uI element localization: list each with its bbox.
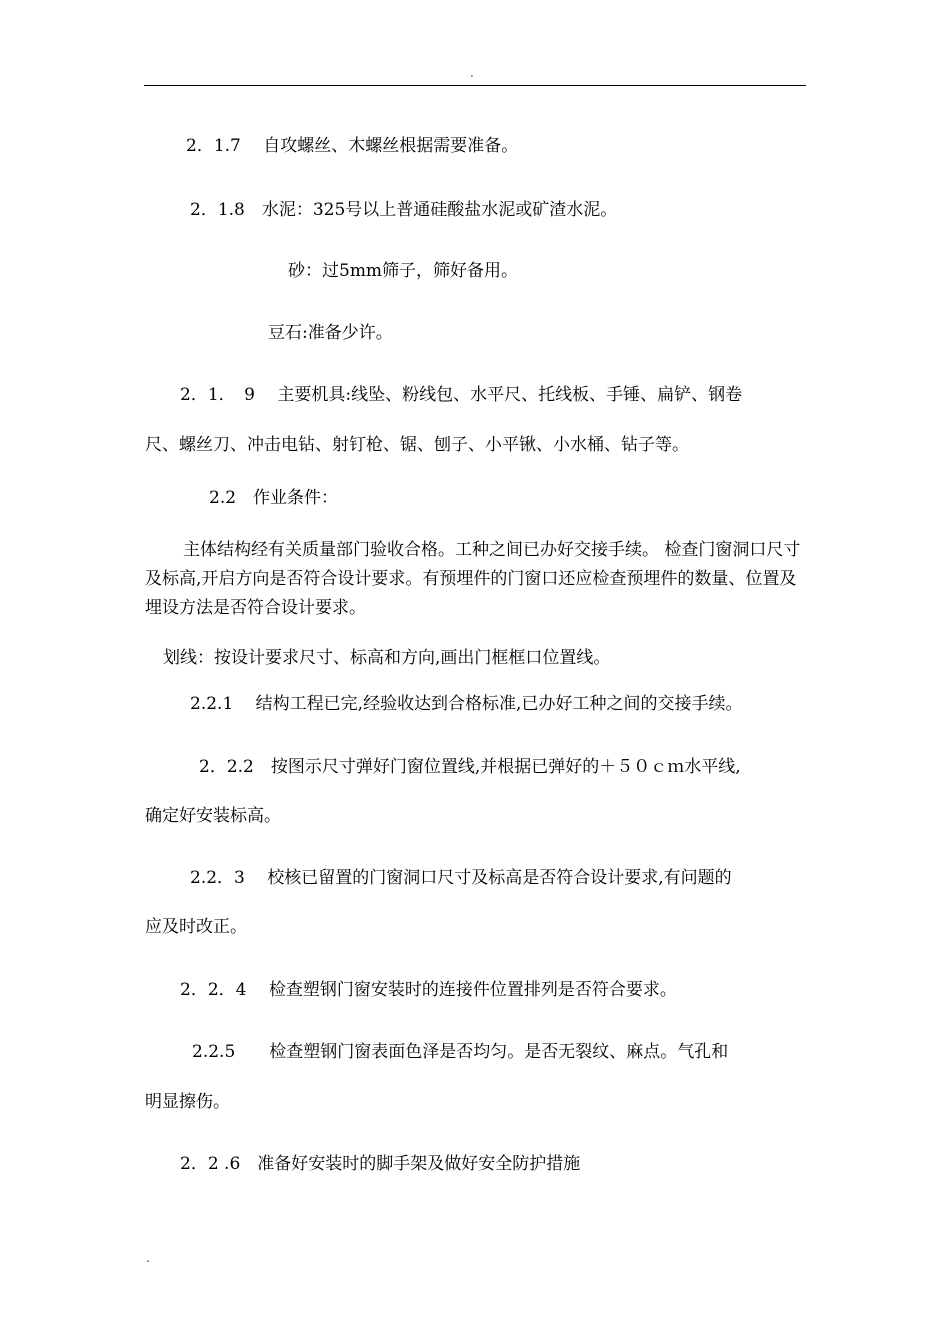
work-conditions-paragraph: 主体结构经有关质量部门验收合格。工种之间已办好交接手续。 检查门窗洞口尺寸及标高,开启方向是否符合设计要求。有预埋件的门窗口还应检查预埋件的数量、位置及埋设方法是否符合设计要求。 <box>145 540 801 618</box>
item-marking: 划线：按设计要求尺寸、标高和方向,画出门框框口位置线。 <box>163 648 611 668</box>
item-2-2-6: 2．2 .6 准备好安装时的脚手架及做好安全防护措施 <box>180 1154 581 1174</box>
header-mark: . <box>470 66 474 80</box>
item-2-1-9-line1: 2．1． 9 主要机具:线坠、粉线包、水平尺、托线板、手锤、扁铲、钢卷 <box>180 385 743 405</box>
section-2-2-heading: 2.2 作业条件： <box>209 488 339 508</box>
item-2-1-8: 2．1.8 水泥：325号以上普通硅酸盐水泥或矿渣水泥。 <box>190 200 618 220</box>
header-rule <box>144 85 806 86</box>
item-2-2-4: 2．2．4 检查塑钢门窗安装时的连接件位置排列是否符合要求。 <box>180 980 677 1000</box>
item-2-1-7: 2．1.7 自攻螺丝、木螺丝根据需要准备。 <box>186 136 519 156</box>
item-2-2-1: 2.2.1 结构工程已完,经验收达到合格标准,已办好工种之间的交接手续。 <box>190 694 743 714</box>
item-2-2-2-line1: 2．2.2 按图示尺寸弹好门窗位置线,并根据已弹好的＋５０ｃｍ水平线, <box>199 757 741 777</box>
item-2-2-2-line2: 确定好安装标高。 <box>145 806 281 826</box>
item-2-2-5-line1: 2.2.5 检查塑钢门窗表面色泽是否均匀。是否无裂纹、麻点。气孔和 <box>192 1042 729 1062</box>
footer-mark: . <box>146 1251 150 1265</box>
item-pebble: 豆石:准备少许。 <box>268 323 393 343</box>
item-2-1-9-line2: 尺、螺丝刀、冲击电钻、射钉枪、锯、刨子、小平锹、小水桶、钻子等。 <box>145 435 689 455</box>
item-2-2-5-line2: 明显擦伤。 <box>145 1092 230 1112</box>
item-sand: 砂：过5mm筛子，筛好备用。 <box>288 261 519 281</box>
item-2-2-3-line2: 应及时改正。 <box>145 917 247 937</box>
item-2-2-3-line1: 2.2．3 校核已留置的门窗洞口尺寸及标高是否符合设计要求,有问题的 <box>190 868 732 888</box>
